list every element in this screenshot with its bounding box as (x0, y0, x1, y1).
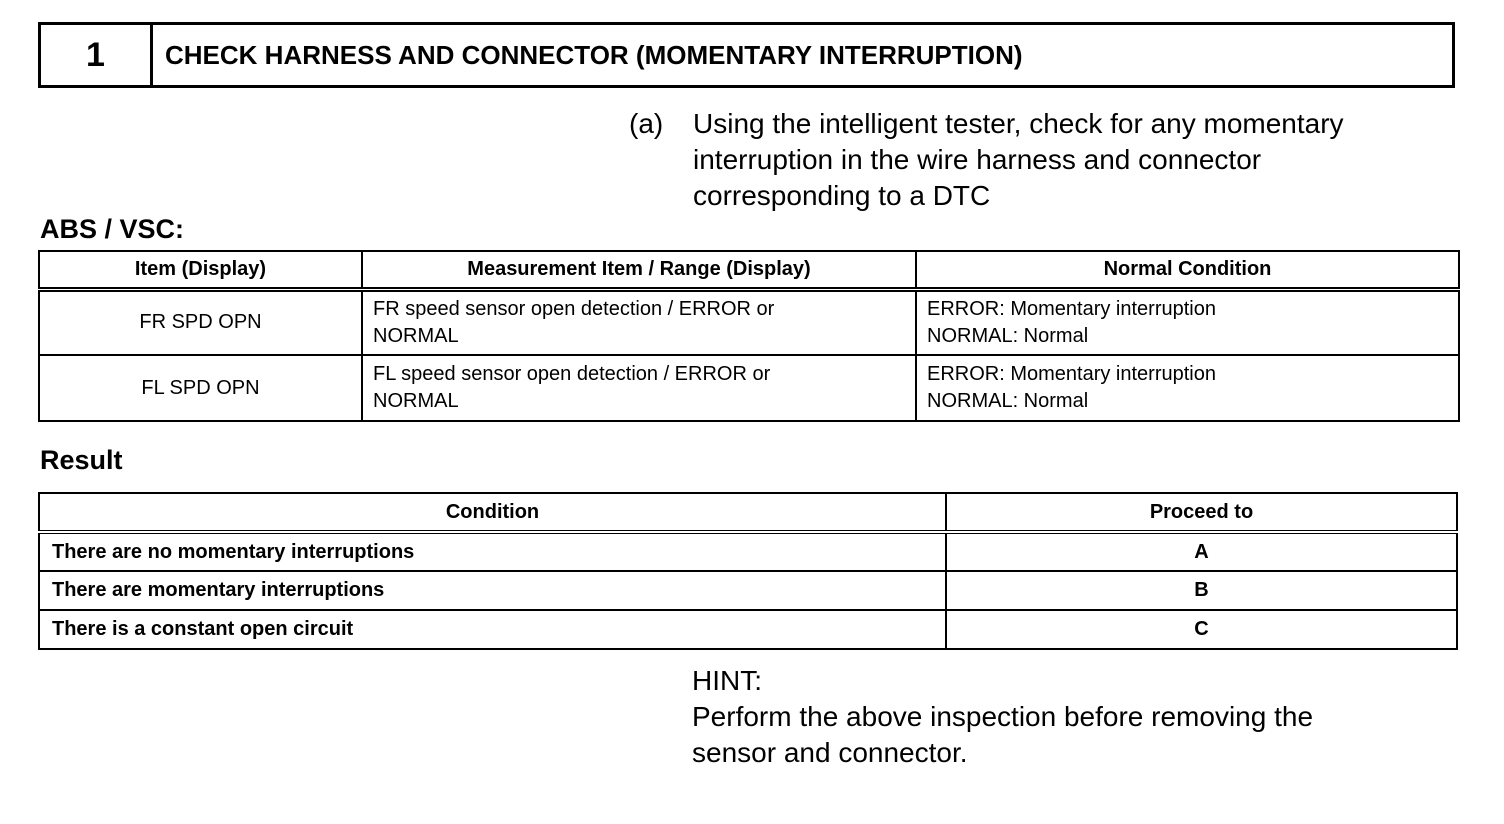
cell-line: NORMAL (373, 390, 459, 412)
instruction-line: interruption in the wire harness and connector (693, 144, 1262, 175)
cell-line: NORMAL (373, 324, 459, 347)
cell-line: NORMAL: Normal (927, 324, 1089, 347)
abs-vsc-table (38, 250, 1460, 422)
item-cell: FR SPD OPN (39, 289, 362, 355)
hint-title: HINT: (692, 665, 762, 696)
normal-condition-cell (916, 355, 1459, 421)
step-number: 1 (41, 25, 153, 85)
column-header-item: Item (Display) (39, 251, 362, 289)
instruction-line: corresponding to a DTC (693, 180, 991, 211)
hint (692, 663, 1452, 771)
instruction-text (693, 106, 1419, 214)
column-header-normal-condition: Normal Condition (916, 251, 1459, 289)
cell-line: ERROR: Momentary interruption (927, 363, 1216, 385)
column-header-proceed-to: Proceed to (946, 493, 1457, 532)
table-row (39, 289, 1459, 355)
abs-vsc-label: ABS / VSC: (40, 214, 185, 244)
table-row (39, 532, 1457, 571)
cell-line: ERROR: Momentary interruption (927, 297, 1216, 320)
proceed-cell: A (946, 532, 1457, 571)
cell-line: FR speed sensor open detection / ERROR or (373, 297, 775, 320)
table-row (39, 610, 1457, 649)
condition-cell: There is a constant open circuit (39, 610, 946, 649)
step-header (38, 22, 1455, 88)
hint-line: Perform the above inspection before removing the (692, 701, 1314, 732)
table-header-row (39, 251, 1459, 289)
measurement-cell (362, 355, 916, 421)
column-header-measurement: Measurement Item / Range (Display) (362, 251, 916, 289)
table-row (39, 571, 1457, 610)
item-cell: FL SPD OPN (39, 355, 362, 421)
table-header-row (39, 493, 1457, 532)
result-label: Result (40, 445, 123, 475)
instruction-line: Using the intelligent tester, check for any momentary (693, 108, 1344, 139)
instruction (629, 106, 1419, 214)
normal-condition-cell (916, 289, 1459, 355)
instruction-marker: (a) (629, 108, 664, 139)
result-table (38, 492, 1458, 650)
cell-line: NORMAL: Normal (927, 390, 1089, 412)
condition-cell: There are no momentary interruptions (39, 532, 946, 571)
cell-line: FL speed sensor open detection / ERROR or (373, 363, 771, 385)
table-row (39, 355, 1459, 421)
measurement-cell (362, 289, 916, 355)
proceed-cell: B (946, 571, 1457, 610)
hint-line: sensor and connector. (692, 737, 968, 768)
condition-cell: There are momentary interruptions (39, 571, 946, 610)
column-header-condition: Condition (39, 493, 946, 532)
step-title: CHECK HARNESS AND CONNECTOR (MOMENTARY INTERRUPTION) (165, 39, 1023, 70)
proceed-cell: C (946, 610, 1457, 649)
